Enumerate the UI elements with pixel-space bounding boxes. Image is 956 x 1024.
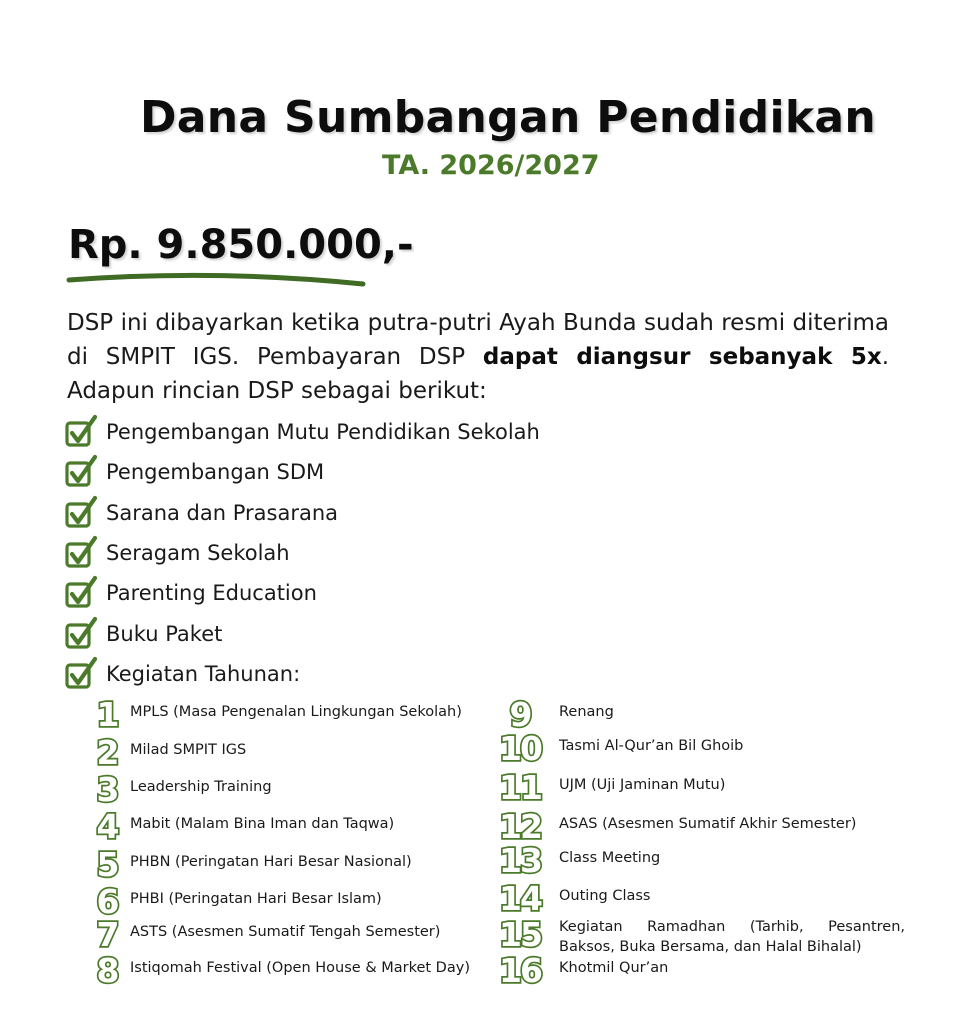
number-5-icon xyxy=(94,847,120,885)
svg-text:4: 4 xyxy=(96,809,118,843)
checklist-item xyxy=(64,414,664,450)
checkmark-icon xyxy=(64,535,98,571)
checkmark-icon xyxy=(64,656,98,692)
activity-label: UJM (Uji Jaminan Mutu) xyxy=(559,777,726,793)
checkmark-icon xyxy=(64,616,98,652)
number-3-icon xyxy=(94,772,120,810)
svg-text:16: 16 xyxy=(499,953,541,987)
page-title: Dana Sumbangan Pendidikan xyxy=(139,92,877,143)
svg-text:2: 2 xyxy=(96,735,118,769)
number-10-icon xyxy=(496,731,544,769)
svg-text:7: 7 xyxy=(96,917,118,951)
checkmark-icon xyxy=(64,454,98,490)
checklist-item xyxy=(64,616,664,652)
number-11-icon xyxy=(496,770,544,808)
svg-text:12: 12 xyxy=(499,809,541,843)
svg-text:10: 10 xyxy=(499,731,541,765)
activity-label: PHBN (Peringatan Hari Besar Nasional) xyxy=(130,854,412,870)
checklist-item-label: Buku Paket xyxy=(106,621,223,646)
checklist-item-label: Kegiatan Tahunan: xyxy=(106,661,301,686)
activity-label: Leadership Training xyxy=(130,779,272,795)
checklist-item-label: Seragam Sekolah xyxy=(106,540,290,565)
checklist-item-label: Parenting Education xyxy=(106,581,317,606)
price-amount: Rp. 9.850.000,- xyxy=(68,222,414,268)
intro-text-1: DSP ini dibayarkan ketika putra-putri Ayah Bunda sudah resmi diterima di SMPIT IGS. Pembayaran DSP xyxy=(67,310,889,370)
activity-label: Outing Class xyxy=(559,888,651,904)
svg-text:13: 13 xyxy=(499,843,541,877)
activity-label: Khotmil Qur’an xyxy=(559,960,669,976)
checklist-item xyxy=(64,656,664,692)
number-13-icon xyxy=(496,843,544,881)
checkmark-icon xyxy=(64,575,98,611)
activity-label: ASTS (Asesmen Sumatif Tengah Semester) xyxy=(130,924,441,940)
number-8-icon xyxy=(94,953,120,991)
checkmark-icon xyxy=(64,414,98,450)
intro-text-2: . Adapun rincian DSP sebagai berikut: xyxy=(67,344,889,404)
number-12-icon xyxy=(496,809,544,847)
activity-label: Mabit (Malam Bina Iman dan Taqwa) xyxy=(130,816,395,832)
svg-text:14: 14 xyxy=(499,881,541,915)
number-7-icon xyxy=(94,917,120,955)
number-14-icon xyxy=(496,881,544,919)
checklist-item xyxy=(64,575,664,611)
svg-text:5: 5 xyxy=(96,847,118,881)
checklist-item xyxy=(64,454,664,490)
activity-label: PHBI (Peringatan Hari Besar Islam) xyxy=(130,891,382,907)
number-15-icon xyxy=(496,917,544,955)
checklist-item-label: Pengembangan Mutu Pendidikan Sekolah xyxy=(106,420,540,444)
svg-text:8: 8 xyxy=(96,953,118,987)
checklist-item-label: Sarana dan Prasarana xyxy=(106,500,339,525)
checklist-item xyxy=(64,495,664,531)
number-2-icon xyxy=(94,735,120,773)
activity-label: Istiqomah Festival (Open House & Market Day) xyxy=(130,960,470,976)
svg-text:9: 9 xyxy=(509,697,531,731)
number-1-icon xyxy=(94,697,120,735)
activity-label: Kegiatan Ramadhan (Tarhib, Pesantren, Baksos, Buka Bersama, dan Halal Bihalal) xyxy=(559,919,905,955)
activity-label: ASAS (Asesmen Sumatif Akhir Semester) xyxy=(559,816,857,832)
intro-paragraph xyxy=(67,306,889,408)
svg-text:3: 3 xyxy=(96,772,118,806)
activity-label: Renang xyxy=(559,704,614,720)
checkmark-icon xyxy=(64,495,98,531)
checklist-item xyxy=(64,535,664,571)
number-9-icon xyxy=(507,697,533,735)
activity-label: Tasmi Al-Qur’an Bil Ghoib xyxy=(559,738,744,754)
academic-year: TA. 2026/2027 xyxy=(382,150,600,181)
activity-label: MPLS (Masa Pengenalan Lingkungan Sekolah) xyxy=(130,704,462,720)
svg-text:15: 15 xyxy=(499,917,541,951)
number-16-icon xyxy=(496,953,544,991)
activity-label: Class Meeting xyxy=(559,850,661,866)
intro-text-bold: dapat diangsur sebanyak 5x xyxy=(482,344,882,370)
svg-text:6: 6 xyxy=(96,884,118,918)
price-underline xyxy=(66,266,366,288)
svg-text:1: 1 xyxy=(96,697,118,731)
number-4-icon xyxy=(94,809,120,847)
checklist-item-label: Pengembangan SDM xyxy=(106,460,325,485)
svg-text:11: 11 xyxy=(499,770,541,804)
activity-label: Milad SMPIT IGS xyxy=(130,742,247,758)
